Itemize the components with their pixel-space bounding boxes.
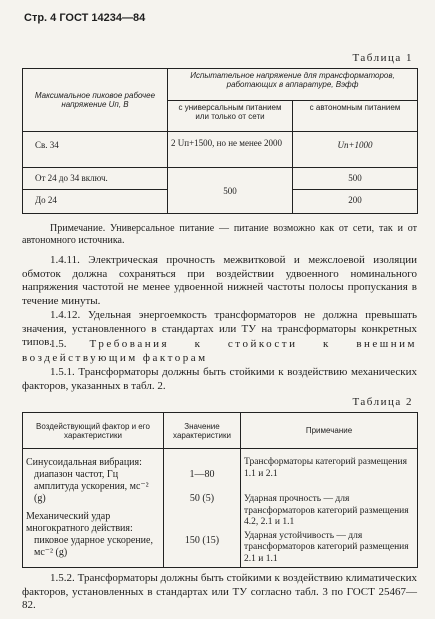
table2-h3: Примечание bbox=[241, 413, 418, 449]
table2-notes bbox=[241, 449, 418, 568]
table1-row1-universal: 2 Uп+1500, но не менее 2000 bbox=[168, 132, 293, 168]
table1-row3-voltage: До 24 bbox=[23, 190, 168, 214]
table2-v2: 50 (5) bbox=[189, 493, 215, 504]
table2-values bbox=[164, 449, 241, 568]
table2-v1: 1—80 bbox=[189, 469, 215, 480]
table1-row3-autonomous: 200 bbox=[293, 190, 418, 214]
section-1-5-number: 1.5. bbox=[50, 338, 67, 350]
table1-row2-universal: 500 bbox=[168, 168, 293, 214]
table1-group-header: Испытательное напряжение для трансформаторов, работающих в аппаратуре, Вэфф bbox=[168, 69, 418, 101]
table2-f5: пиковое ударное ускорение, мс⁻² (g) bbox=[34, 535, 153, 558]
table2-f4: Механический удар многократного действия: bbox=[26, 511, 133, 534]
table1-row1-voltage: Св. 34 bbox=[23, 132, 168, 168]
para-1-4-12: 1.4.12. Удельная энергоемкость трансформаторов не должна превышать значения, установленного в стандартах или ТУ на трансформаторы конкретных типов. bbox=[22, 309, 417, 348]
para-1-4-11: 1.4.11. Электрическая прочность межвитковой и межслоевой изоляции обмоток должна сохраняться при воздействии удвоенного номинального напряжения частотой не менее удвоенной нижней частоты полосы пропускания в течение минуты. bbox=[22, 254, 417, 307]
table1-row1-autonomous: Uп+1000 bbox=[293, 132, 418, 168]
table1-row2-voltage: От 24 до 34 включ. bbox=[23, 168, 168, 190]
para-1-5-1: 1.5.1. Трансформаторы должны быть стойкими к воздействию механических факторов, указанных в табл. 2. bbox=[22, 366, 417, 392]
table1-row2-autonomous: 500 bbox=[293, 168, 418, 190]
table2-factors bbox=[23, 449, 164, 568]
section-1-5-title: Требования к стойкости к внешним воздействующим факторам bbox=[22, 338, 418, 364]
table2-n3: Ударная устойчивость — для трансформаторов категорий размещения 2.1 и 1.1 bbox=[244, 530, 409, 564]
table1-note: Примечание. Универсальное питание — питание возможно как от сети, так и от автономного источника. bbox=[22, 223, 417, 246]
table1-sub1: с универсальным питанием или только от сети bbox=[168, 100, 293, 132]
table2-n1: Трансформаторы категорий размещения 1.1 и 2.1 bbox=[244, 457, 407, 479]
table1-caption: Таблица 1 bbox=[352, 52, 413, 64]
table2-caption: Таблица 2 bbox=[352, 396, 413, 408]
table1 bbox=[22, 68, 418, 214]
table1-col1-header: Максимальное пиковое рабочее напряжение Uп, В bbox=[23, 69, 168, 132]
table1-sub2: с автономным питанием bbox=[293, 100, 418, 132]
section-1-5-heading bbox=[22, 338, 417, 365]
table2-v3: 150 (15) bbox=[184, 535, 220, 546]
table2 bbox=[22, 412, 418, 568]
table2-f3: амплитуда ускорения, мс⁻² (g) bbox=[34, 481, 149, 504]
table2-f1: Синусоидальная вибрация: bbox=[26, 457, 142, 468]
table2-f2: диапазон частот, Гц bbox=[34, 469, 119, 480]
table2-n2: Ударная прочность — для трансформаторов категорий размещения 4.2, 2.1 и 1.1 bbox=[244, 494, 409, 527]
para-1-5-2: 1.5.2. Трансформаторы должны быть стойкими к воздействию климатических факторов, установленных в стандартах или ТУ согласно табл. 3 по ГОСТ 25467—82. bbox=[22, 572, 417, 611]
table2-h2: Значение характеристики bbox=[164, 413, 241, 449]
page-header: Стр. 4 ГОСТ 14234—84 bbox=[24, 12, 146, 24]
table2-h1: Воздействующий фактор и его характеристики bbox=[23, 413, 164, 449]
